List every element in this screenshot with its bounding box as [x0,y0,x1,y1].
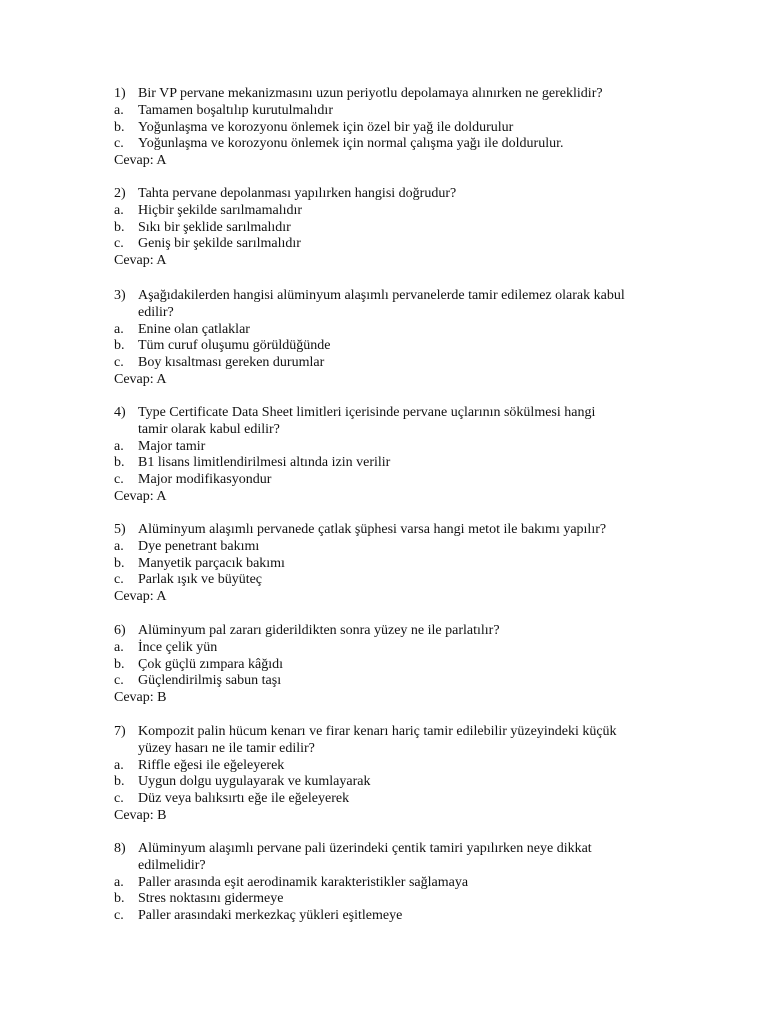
question-line [114,86,714,103]
answer-line: Cevap: A [114,589,167,605]
question-text: Aşağıdakilerden hangisi alüminyum alaşımlı pervanelerde tamir edilemez olarak kabul [138,288,625,303]
option-line [114,875,714,892]
option-label: a. [114,102,124,118]
question-block [114,623,714,707]
option-line [114,758,714,775]
option-label: a. [114,321,124,337]
option-line [114,203,714,220]
question-line [114,724,714,741]
question-block [114,724,714,825]
option-line [114,120,714,137]
question-text: Type Certificate Data Sheet limitleri içerisinde pervane uçlarının sökülmesi hangi [138,405,596,420]
option-text: Enine olan çatlaklar [138,321,250,337]
option-text: Geniş bir şekilde sarılmalıdır [138,236,301,252]
question-line [114,405,714,422]
question-line [114,288,714,305]
question-text: Alüminyum alaşımlı pervane pali üzerindeki çentik tamiri yapılırken neye dikkat [138,841,592,856]
option-line [114,220,714,237]
option-text: Parlak ışık ve büyüteç [138,572,263,588]
option-label: b. [114,555,125,571]
question-block [114,186,714,270]
option-line [114,908,714,925]
option-label: b. [114,656,125,672]
option-label: b. [114,119,125,135]
option-label: c. [114,908,124,924]
option-text: Major modifikasyondur [138,472,272,488]
option-label: b. [114,338,125,354]
option-line [114,640,714,657]
option-line [114,322,714,339]
option-line [114,455,714,472]
question-text: Kompozit palin hücum kenarı ve firar kenarı hariç tamir edilebilir yüzeyindeki küçük [138,724,617,739]
question-block [114,288,714,389]
question-number: 3) [114,288,126,303]
option-text: Uygun dolgu uygulayarak ve kumlayarak [138,774,371,790]
option-text: Güçlendirilmiş sabun taşı [138,673,282,689]
question-number: 8) [114,841,126,856]
option-line [114,103,714,120]
option-line [114,236,714,253]
option-label: a. [114,874,124,890]
option-line [114,572,714,589]
answer-line: Cevap: A [114,371,167,387]
option-label: c. [114,136,124,152]
option-line [114,439,714,456]
option-text: Riffle eğesi ile eğeleyerek [138,757,285,773]
option-text: Düz veya balıksırtı eğe ile eğeleyerek [138,791,350,807]
question-line [114,841,714,858]
option-line [114,338,714,355]
option-text: Hiçbir şekilde sarılmamalıdır [138,202,303,218]
option-line [114,673,714,690]
option-label: b. [114,455,125,471]
answer-line: Cevap: A [114,253,167,269]
question-line [114,623,714,640]
option-label: a. [114,438,124,454]
option-line [114,472,714,489]
option-line [114,891,714,908]
question-number: 4) [114,405,126,420]
question-block [114,86,714,170]
option-text: Paller arasında eşit aerodinamik karakteristikler sağlamaya [138,874,469,890]
answer-line: Cevap: B [114,807,167,823]
option-text: Stres noktasını gidermeye [138,891,284,907]
option-label: a. [114,639,124,655]
option-line [114,774,714,791]
option-text: Çok güçlü zımpara kâğıdı [138,656,284,672]
question-block [114,841,714,925]
question-text: yüzey hasarı ne ile tamir edilir? [138,740,315,756]
option-text: Yoğunlaşma ve korozyonu önlemek için normal çalışma yağı ile doldurulur. [138,136,564,152]
option-text: Sıkı bir şeklide sarılmalıdır [138,219,291,235]
option-line [114,657,714,674]
option-label: c. [114,355,124,371]
question-text: edilir? [138,304,174,320]
question-block [114,405,714,506]
question-line-continued [114,305,714,322]
question-line-continued [114,858,714,875]
option-label: c. [114,236,124,252]
option-line [114,539,714,556]
option-text: B1 lisans limitlendirilmesi altında izin verilir [138,455,391,471]
option-text: Dye penetrant bakımı [138,538,260,554]
option-label: a. [114,202,124,218]
option-label: b. [114,891,125,907]
answer-line: Cevap: A [114,488,167,504]
answer-line: Cevap: A [114,153,167,169]
question-text: Tahta pervane depolanması yapılırken hangisi doğrudur? [138,186,457,201]
option-label: c. [114,572,124,588]
option-text: Major tamir [138,438,206,454]
question-line [114,522,714,539]
question-number: 7) [114,724,126,739]
option-label: b. [114,219,125,235]
question-number: 5) [114,522,126,537]
option-text: Tüm curuf oluşumu görüldüğünde [138,338,331,354]
option-text: Boy kısaltması gereken durumlar [138,355,325,371]
question-number: 1) [114,86,126,101]
option-line [114,136,714,153]
question-block [114,522,714,606]
option-label: a. [114,757,124,773]
question-text: Bir VP pervane mekanizmasını uzun periyotlu depolamaya alınırken ne gereklidir? [138,86,603,101]
question-text: edilmelidir? [138,857,206,873]
question-line-continued [114,741,714,758]
question-line-continued [114,422,714,439]
option-text: Yoğunlaşma ve korozyonu önlemek için özel bir yağ ile doldurulur [138,119,514,135]
option-label: c. [114,673,124,689]
question-number: 2) [114,186,126,201]
option-label: a. [114,538,124,554]
option-text: Manyetik parçacık bakımı [138,555,285,571]
question-number: 6) [114,623,126,638]
option-label: c. [114,472,124,488]
option-label: b. [114,774,125,790]
option-label: c. [114,791,124,807]
question-text: tamir olarak kabul edilir? [138,421,280,437]
option-text: Tamamen boşaltılıp kurutulmalıdır [138,102,333,118]
answer-line: Cevap: B [114,690,167,706]
option-line [114,791,714,808]
option-line [114,355,714,372]
question-line [114,186,714,203]
option-text: İnce çelik yün [138,639,218,655]
question-text: Alüminyum pal zararı giderildikten sonra yüzey ne ile parlatılır? [138,623,500,638]
question-text: Alüminyum alaşımlı pervanede çatlak şüphesi varsa hangi metot ile bakımı yapılır? [138,522,607,537]
option-line [114,556,714,573]
option-text: Paller arasındaki merkezkaç yükleri eşitlemeye [138,908,403,924]
